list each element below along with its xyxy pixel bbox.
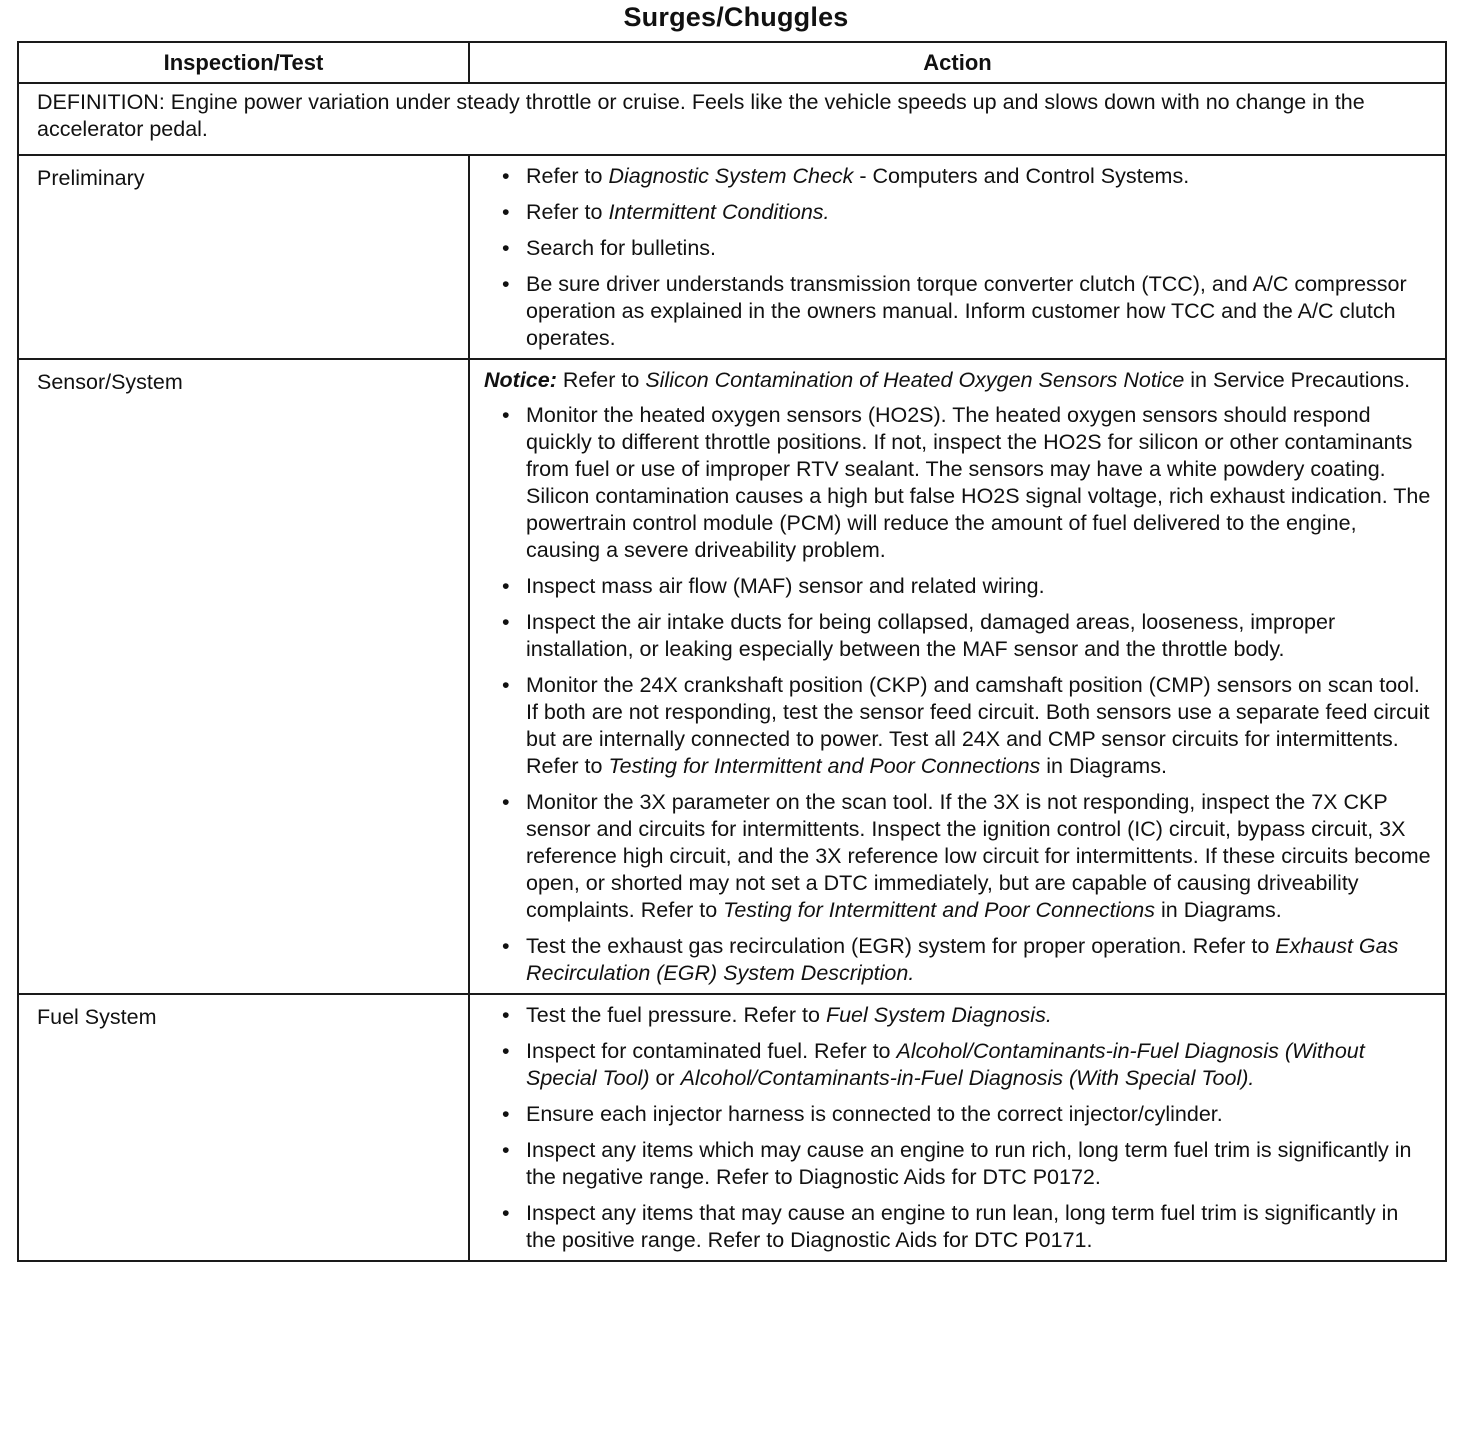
list-item: • Monitor the heated oxygen sensors (HO2S). The heated oxygen sensors should respond quickly to different throttle positions. If not, inspect the HO2S for silicon or other contaminants from fuel or use of improper RTV sealant. The sensors may have a white powdery coating. Silicon contamination causes a high but false HO2S signal voltage, rich exhaust indication. The powertrain control module (PCM) will reduce the amount of fuel delivered to the engine, causing a severe driveability problem. [526,402,1431,564]
category-fuel-system: Fuel System [18,994,469,1261]
list-item: • Refer to Diagnostic System Check - Computers and Control Systems. [526,163,1431,190]
page-title: Surges/Chuggles [623,2,849,32]
list-item: • Refer to Intermittent Conditions. [526,199,1431,226]
list-item: • Inspect for contaminated fuel. Refer to Alcohol/Contaminants-in-Fuel Diagnosis (Without Special Tool) or Alcohol/Contaminants-in-Fuel Diagnosis (With Special Tool). [526,1038,1431,1092]
table-row-fuel-system [18,994,1446,1261]
list-item: • Test the exhaust gas recirculation (EGR) system for proper operation. Refer to Exhaust Gas Recirculation (EGR) System Description. [526,933,1431,987]
list-item: • Monitor the 3X parameter on the scan tool. If the 3X is not responding, inspect the 7X CKP sensor and circuits for intermittents. Inspect the ignition control (IC) circuit, bypass circuit, 3X reference high circuit, and the 3X reference low circuit for intermittents. If these circuits become open, or shorted may not set a DTC immediately, but are capable of causing driveability complaints. Refer to Testing for Intermittent and Poor Connections in Diagrams. [526,789,1431,924]
table-row-sensor-system [18,359,1446,994]
definition-text: DEFINITION: Engine power variation under steady throttle or cruise. Feels like the vehicle speeds up and slows down with no change in the accelerator pedal. [18,83,1446,155]
header-row [18,42,1446,83]
definition-row [18,83,1446,155]
list-item: • Search for bulletins. [526,235,1431,262]
table-row-preliminary [18,155,1446,359]
column-header-inspection: Inspection/Test [18,42,469,83]
list-item: • Ensure each injector harness is connected to the correct injector/cylinder. [526,1101,1431,1128]
list-item: • Test the fuel pressure. Refer to Fuel System Diagnosis. [526,1002,1431,1029]
notice-text: Notice: Refer to Silicon Contamination of Heated Oxygen Sensors Notice in Service Precautions. [484,368,1411,392]
list-item: • Inspect mass air flow (MAF) sensor and related wiring. [526,573,1431,600]
category-preliminary: Preliminary [18,155,469,359]
diagnosis-table [17,41,1447,1262]
actions-preliminary [469,155,1446,359]
list-item: • Inspect any items that may cause an engine to run lean, long term fuel trim is significantly in the positive range. Refer to Diagnostic Aids for DTC P0171. [526,1200,1431,1254]
list-item: • Monitor the 24X crankshaft position (CKP) and camshaft position (CMP) sensors on scan tool. If both are not responding, test the sensor feed circuit. Both sensors use a separate feed circuit but are internally connected to power. Test all 24X and CMP sensor circuits for intermittents. Refer to Testing for Intermittent and Poor Connections in Diagrams. [526,672,1431,780]
column-header-action: Action [469,42,1446,83]
list-item: • Inspect the air intake ducts for being collapsed, damaged areas, looseness, improper installation, or leaking especially between the MAF sensor and the throttle body. [526,609,1431,663]
actions-fuel-system [469,994,1446,1261]
category-sensor-system: Sensor/System [18,359,469,994]
actions-sensor-system [469,359,1446,994]
list-item: • Inspect any items which may cause an engine to run rich, long term fuel trim is significantly in the negative range. Refer to Diagnostic Aids for DTC P0172. [526,1137,1431,1191]
list-item: • Be sure driver understands transmission torque converter clutch (TCC), and A/C compressor operation as explained in the owners manual. Inform customer how TCC and the A/C clutch operates. [526,271,1431,352]
